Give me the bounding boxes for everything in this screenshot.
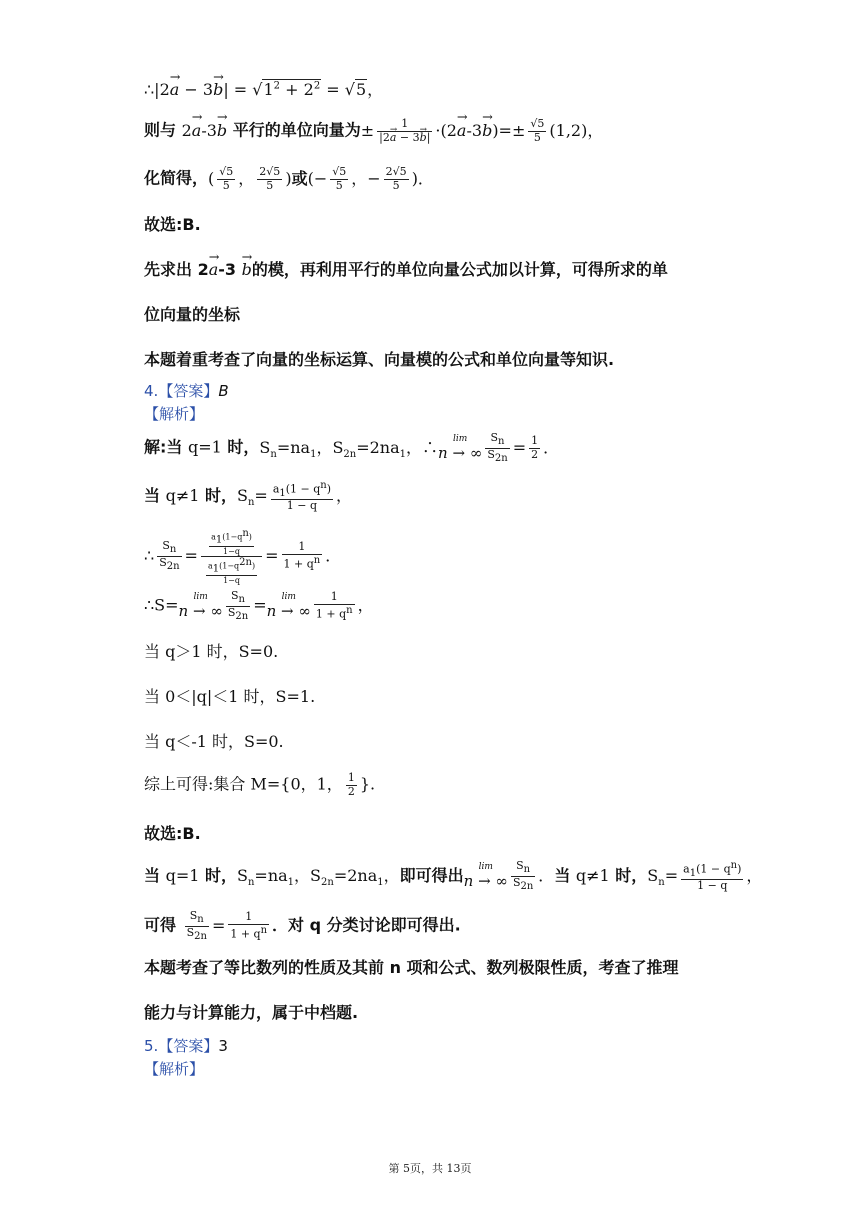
case-line-1: 当 q＞1 时，S=0.: [144, 642, 279, 661]
q5-number: 5.: [144, 1037, 159, 1055]
remark-line-2: 本题考查了等比数列的性质及其前 n 项和公式、数列极限性质，考查了推理: [144, 958, 679, 977]
summary-line-4-tail: ．对 q 分类讨论即可得出.: [272, 915, 461, 935]
summary-line-3: 当 q=1 时，$S_n=na_1$，$S_{2n}=2na_1$，即可得出 lim n → ∞ $\frac{S_n}{S_{2n}}$ ．当 q≠1 时，$S_n=$ $\frac{a_1(1 - q^n)}{1 - q}$ ，: [144, 859, 763, 893]
remark-line-3: 能力与计算能力，属于中档题.: [144, 1003, 359, 1022]
q4-answer-value: B: [218, 382, 229, 400]
page-footer: 第 5页，共 13页: [388, 1162, 472, 1175]
case-line-3: 当 q＜-1 时，S=0.: [144, 732, 284, 751]
summary-line-2: 位向量的坐标: [144, 305, 241, 324]
summary-line-4: 可得 $\frac{S_n}{S_{2n}}$ = $\frac{1}{1 + q^n}$ ．对 q 分类讨论即可得出.: [144, 909, 461, 942]
conclusion-line: 综上可得:集合 M={0，1， $\frac{1}{2}$ }.: [144, 771, 376, 798]
remark-line: 本题着重考查了向量的坐标运算、向量模的公式和单位向量等知识.: [144, 350, 615, 369]
conclusion-text-b: }.: [359, 774, 376, 794]
summary-text-a: 先求出 2: [144, 260, 209, 279]
q5-answer-line: [144, 1037, 228, 1055]
q5-analysis-label: 【解析】: [144, 1060, 205, 1078]
answer-choice-line: 故选:B.: [144, 215, 201, 234]
math-line-1: ∴|2→ $a - 3\to b| = √1^2 + 2^2 = √5$，: [144, 80, 383, 99]
q4-number: 4.: [144, 382, 159, 400]
q5-answer-label: 【答案】: [158, 1037, 219, 1055]
conclusion-text-a: 综上可得:集合 M={0，1，: [144, 774, 343, 794]
math-line-2: 则与 2→ a-3→ b 平行的单位向量为± $\frac{1}{|2\to a - 3\to b|}$ ·(2→ a-3→ b)=± $\frac{√5}{5}$ (1,2)，: [144, 118, 603, 144]
math-line-12: ∴ $\frac{S_n}{S_{2n}}$ = $\frac{\frac{a_1(1-q^n)}{1-q}}{\frac{a_1(1-q^{2n})}{1-q}}$ = $\frac{1}{1 + q^n}$ ．: [144, 528, 342, 585]
summary-line-1: 先求出 2→ a-3 → b的模，再利用平行的单位向量公式加以计算，可得所求的单: [144, 260, 668, 279]
q5-answer-value: 3: [218, 1037, 228, 1055]
math-line-3: 化简得，( $\frac{√5}{5}$ ， $\frac{2√5}{5}$ )或(− $\frac{√5}{5}$ ，− $\frac{2√5}{5}$ )．: [144, 165, 434, 192]
summary-text-b: -3: [218, 260, 237, 279]
q4-answer-label: 【答案】: [158, 382, 219, 400]
q4-answer-line: [144, 382, 229, 400]
math-line-10: 解:当 q=1 时，$S_n=na_1$，$S_{2n}=2na_1$，∴ lim n → ∞ $\frac{S_n}{S_{2n}}$ = $\frac{1}{2}$ ．: [144, 431, 560, 464]
summary-text-c: 的模，再利用平行的单位向量公式加以计算，可得所求的单: [251, 260, 668, 279]
q4-analysis-label: 【解析】: [144, 405, 205, 423]
math-line-13: ∴S= lim n → ∞ $\frac{S_n}{S_{2n}}$ = lim n → ∞ $\frac{1}{1 + q^n}$ ，: [144, 589, 374, 622]
math-line-11: 当 q≠1 时，$S_n=$ $\frac{a_1(1 - q^n)}{1 - q}$ ，: [144, 480, 353, 513]
answer-choice-line-2: 故选:B.: [144, 824, 201, 843]
case-line-2: 当 0＜|q|＜1 时，S=1.: [144, 687, 316, 706]
